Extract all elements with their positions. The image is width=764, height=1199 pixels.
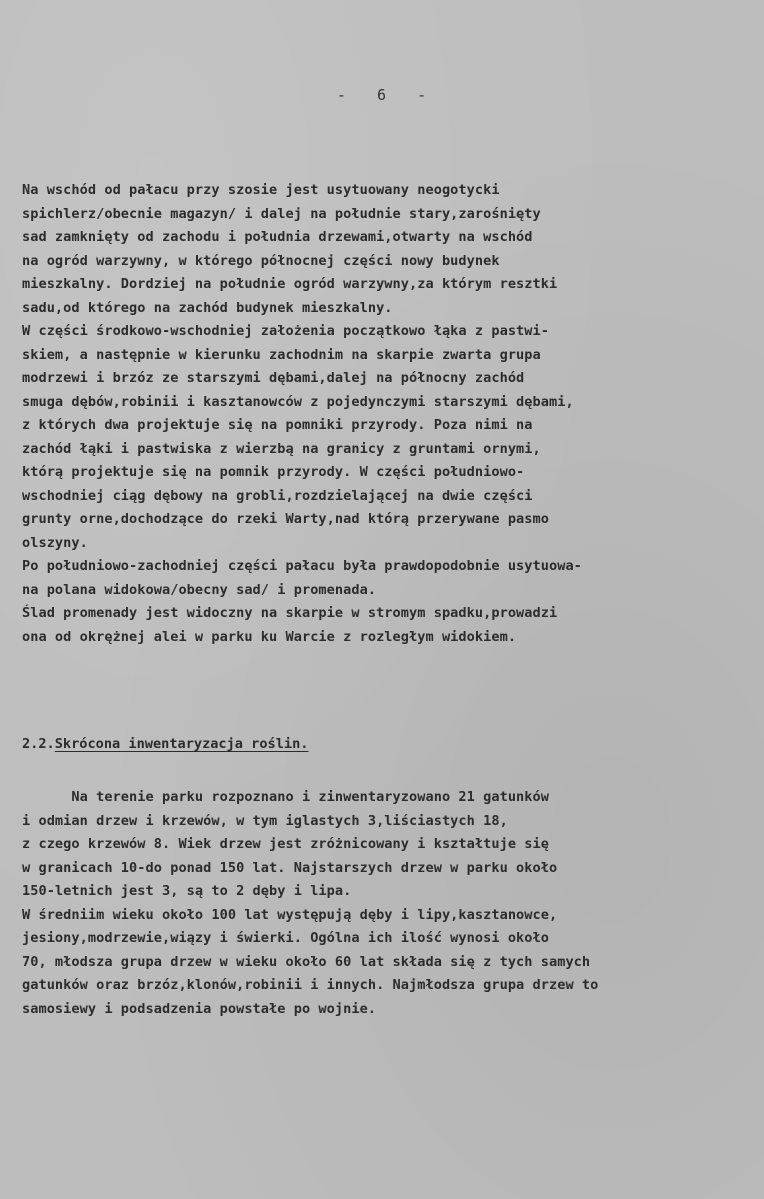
text-line: i odmian drzew i krzewów, w tym iglastych 3,liściastych 18,	[22, 812, 508, 829]
section-2-text	[22, 786, 758, 1021]
text-line: z których dwa projektuje się na pomniki przyrody. Poza nimi na	[22, 417, 533, 433]
text-line: skiem, a następnie w kierunku zachodnim na skarpie zwarta grupa	[22, 346, 541, 363]
text-line: na polana widokowa/obecny sad/ i promenada.	[22, 581, 377, 598]
text-line: na ogród warzywny, w którego północnej części nowy budynek	[22, 252, 500, 269]
page-number: - 6 -	[336, 86, 428, 104]
text-line: gatunków oraz brzóz,klonów,robinii i innych. Najmłodsza grupa drzew to	[22, 977, 599, 993]
text-line: zachód łąki i pastwiska z wierzbą na granicy z gruntami ornymi,	[22, 440, 541, 457]
text-line: sadu,od którego na zachód budynek mieszkalny.	[22, 299, 393, 316]
section-number: 2.2.	[22, 736, 55, 752]
text-line: z czego krzewów 8. Wiek drzew jest zróżnicowany i kształtuje się	[22, 836, 549, 852]
text-line: jesiony,modrzewie,wiązy i świerki. Ogólna ich ilość wynosi około	[22, 930, 549, 946]
text-line: grunty orne,dochodzące do rzeki Warty,nad którą przerywane pasmo	[22, 511, 549, 527]
text-line: W części środkowo-wschodniej założenia początkowo łąka z pastwi-	[22, 323, 549, 339]
text-line: 70, młodsza grupa drzew w wieku około 60 lat składa się z tych samych	[22, 953, 591, 970]
text-line: którą projektuje się na pomnik przyrody. W części południowo-	[22, 464, 525, 480]
text-line: Na terenie parku rozpoznano i zinwentaryzowano 21 gatunków	[22, 789, 549, 805]
text-line: w granicach 10-do ponad 150 lat. Najstarszych drzew w parku około	[22, 859, 558, 876]
text-line: Na wschód od pałacu przy szosie jest usytuowany neogotycki	[22, 182, 500, 198]
text-line: sad zamknięty od zachodu i południa drzewami,otwarty na wschód	[22, 229, 533, 245]
text-line: olszyny.	[22, 534, 88, 551]
text-line: modrzewi i brzóz ze starszymi dębami,dalej na północny zachód	[22, 370, 525, 386]
text-line: spichlerz/obecnie magazyn/ i dalej na południe stary,zarośnięty	[22, 205, 541, 222]
text-line: ona od okrężnej alei w parku ku Warcie z rozległym widokiem.	[22, 628, 517, 645]
text-line: samosiewy i podsadzenia powstałe po wojnie.	[22, 1000, 377, 1017]
text-line: wschodniej ciąg dębowy na grobli,rozdzielającej na dwie części	[22, 487, 533, 504]
text-line: mieszkalny. Dordziej na południe ogród warzywny,za którym resztki	[22, 276, 558, 292]
text-line: smuga dębów,robinii i kasztanowców z pojedynczymi starszymi dębami,	[22, 393, 574, 410]
text-line: 150-letnich jest 3, są to 2 dęby i lipa.	[22, 883, 352, 899]
section-title: Skrócona inwentaryzacja roślin.	[54, 736, 309, 752]
text-line: W średniim wieku około 100 lat występują dęby i lipy,kasztanowce,	[22, 906, 558, 923]
section-heading	[22, 734, 308, 754]
text-line: Po południowo-zachodniej części pałacu była prawdopodobnie usytuowa-	[22, 558, 582, 574]
text-line: Ślad promenady jest widoczny na skarpie w stromym spadku,prowadzi	[22, 605, 558, 621]
section-1-text	[22, 179, 758, 649]
